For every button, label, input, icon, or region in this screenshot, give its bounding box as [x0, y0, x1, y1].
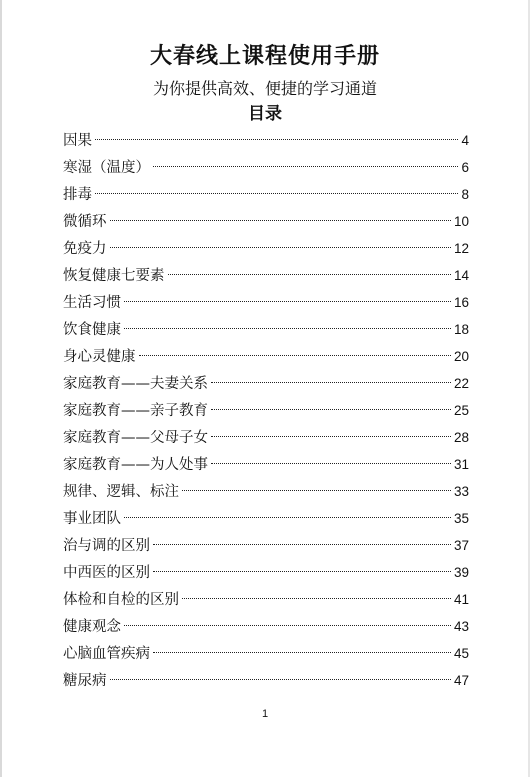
document-title: 大春线上课程使用手册 — [149, 43, 380, 69]
toc-dot-leader — [95, 193, 458, 194]
toc-entry[interactable] — [63, 262, 469, 289]
toc-entry-page: 8 — [461, 187, 469, 202]
toc-dot-leader — [211, 436, 451, 437]
toc-dot-leader — [110, 247, 451, 248]
toc-entry[interactable] — [63, 559, 469, 586]
toc-entry-page: 28 — [453, 430, 469, 445]
toc-dot-leader — [168, 274, 451, 275]
toc-entry-page: 22 — [453, 376, 469, 391]
toc-dot-leader — [124, 517, 451, 518]
toc-dot-leader — [124, 301, 451, 302]
toc-entry-page: 18 — [453, 322, 469, 337]
table-of-contents — [63, 127, 469, 694]
toc-entry-title: 恢复健康七要素 — [63, 268, 165, 284]
toc-entry-page: 41 — [453, 592, 469, 607]
toc-entry-page: 4 — [461, 133, 469, 148]
toc-heading: 目录 — [248, 104, 282, 124]
toc-dot-leader — [211, 463, 451, 464]
toc-entry-title: 家庭教育——夫妻关系 — [63, 376, 208, 392]
toc-entry[interactable] — [63, 370, 469, 397]
toc-dot-leader — [110, 220, 451, 221]
toc-entry-title: 免疫力 — [63, 241, 107, 257]
toc-entry-title: 寒湿（温度） — [63, 160, 150, 176]
toc-entry-title: 排毒 — [63, 187, 92, 203]
toc-dot-leader — [110, 679, 451, 680]
toc-entry[interactable] — [63, 478, 469, 505]
toc-entry[interactable] — [63, 451, 469, 478]
toc-entry[interactable] — [63, 586, 469, 613]
toc-entry-title: 饮食健康 — [63, 322, 121, 338]
toc-entry[interactable] — [63, 316, 469, 343]
toc-dot-leader — [95, 139, 458, 140]
toc-dot-leader — [153, 652, 451, 653]
toc-entry-page: 37 — [453, 538, 469, 553]
toc-entry-title: 生活习惯 — [63, 295, 121, 311]
toc-entry-page: 47 — [453, 673, 469, 688]
toc-dot-leader — [139, 355, 451, 356]
toc-entry-page: 20 — [453, 349, 469, 364]
toc-entry[interactable] — [63, 397, 469, 424]
toc-entry[interactable] — [63, 235, 469, 262]
toc-entry-title: 家庭教育——亲子教育 — [63, 403, 208, 419]
toc-entry-page: 6 — [461, 160, 469, 175]
toc-entry[interactable] — [63, 667, 469, 694]
toc-entry-page: 25 — [453, 403, 469, 418]
toc-entry-title: 规律、逻辑、标注 — [63, 484, 179, 500]
toc-entry-title: 身心灵健康 — [63, 349, 136, 365]
toc-entry[interactable] — [63, 289, 469, 316]
toc-entry[interactable] — [63, 640, 469, 667]
toc-entry-title: 微循环 — [63, 214, 107, 230]
toc-entry-title: 健康观念 — [63, 619, 121, 635]
toc-entry[interactable] — [63, 424, 469, 451]
toc-entry-page: 43 — [453, 619, 469, 634]
toc-entry-page: 16 — [453, 295, 469, 310]
toc-entry-title: 事业团队 — [63, 511, 121, 527]
toc-dot-leader — [153, 571, 451, 572]
toc-dot-leader — [124, 625, 451, 626]
toc-entry[interactable] — [63, 208, 469, 235]
toc-dot-leader — [182, 598, 451, 599]
toc-entry[interactable] — [63, 154, 469, 181]
toc-entry-page: 45 — [453, 646, 469, 661]
toc-entry[interactable] — [63, 613, 469, 640]
toc-entry-title: 家庭教育——父母子女 — [63, 430, 208, 446]
toc-entry-title: 心脑血管疾病 — [63, 646, 150, 662]
toc-entry-page: 14 — [453, 268, 469, 283]
toc-entry[interactable] — [63, 181, 469, 208]
toc-entry-page: 39 — [453, 565, 469, 580]
toc-dot-leader — [182, 490, 451, 491]
toc-entry-page: 10 — [453, 214, 469, 229]
toc-dot-leader — [153, 166, 458, 167]
toc-dot-leader — [211, 409, 451, 410]
toc-entry[interactable] — [63, 505, 469, 532]
toc-entry[interactable] — [63, 532, 469, 559]
toc-dot-leader — [211, 382, 451, 383]
toc-entry-page: 12 — [453, 241, 469, 256]
toc-dot-leader — [153, 544, 451, 545]
toc-entry-title: 体检和自检的区别 — [63, 592, 179, 608]
toc-entry-title: 因果 — [63, 133, 92, 149]
toc-dot-leader — [124, 328, 451, 329]
page-number: 1 — [261, 708, 269, 720]
toc-entry-title: 糖尿病 — [63, 673, 107, 689]
document-subtitle: 为你提供高效、便捷的学习通道 — [152, 79, 377, 98]
toc-entry-title: 家庭教育——为人处事 — [63, 457, 208, 473]
toc-entry-page: 33 — [453, 484, 469, 499]
toc-entry[interactable] — [63, 343, 469, 370]
toc-entry-page: 35 — [453, 511, 469, 526]
toc-entry-title: 治与调的区别 — [63, 538, 150, 554]
toc-entry-title: 中西医的区别 — [63, 565, 150, 581]
toc-entry-page: 31 — [453, 457, 469, 472]
toc-entry[interactable] — [63, 127, 469, 154]
